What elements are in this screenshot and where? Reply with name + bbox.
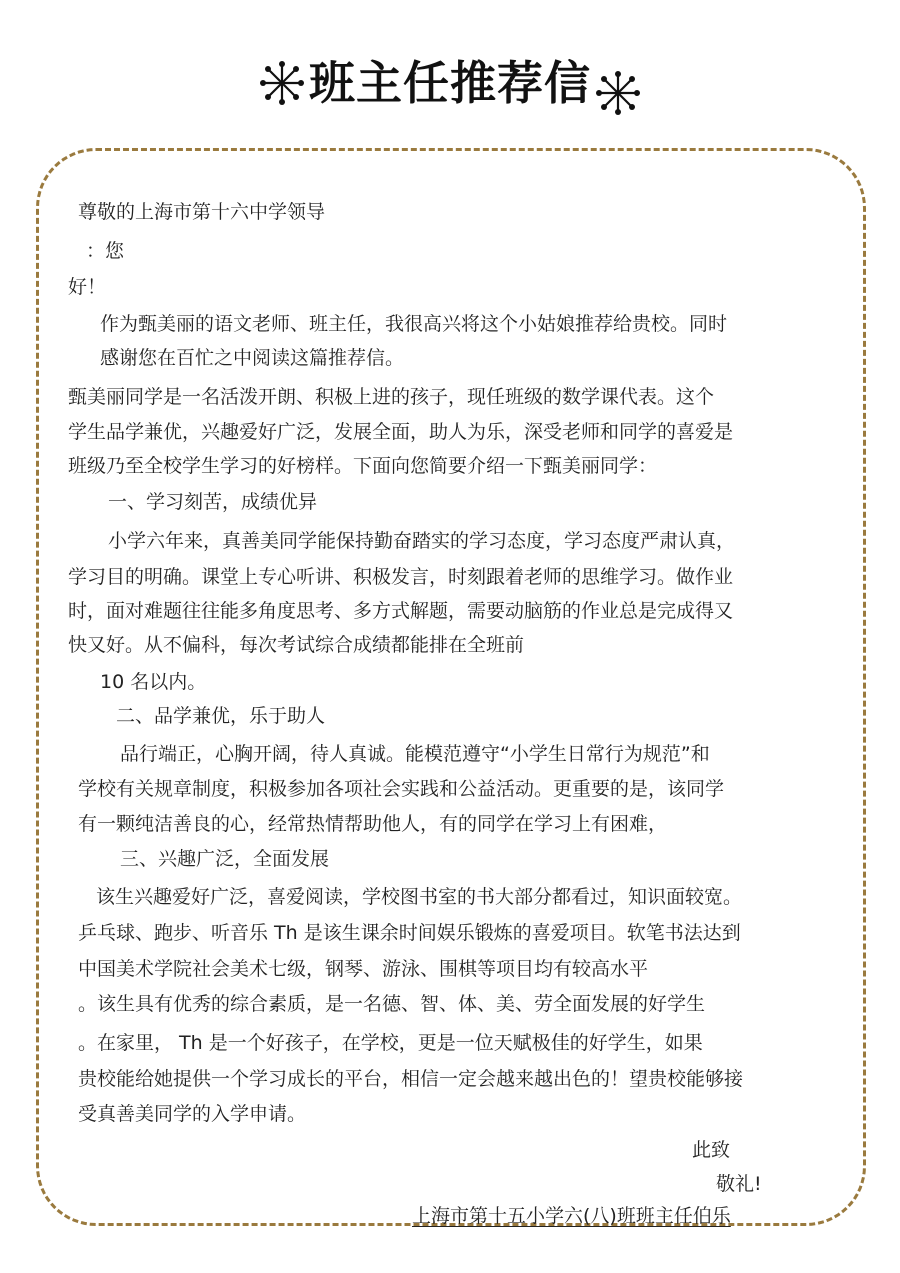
summary-line: 班级乃至全校学生学习的好榜样。下面向您简要介绍一下甄美丽同学：: [68, 455, 658, 477]
section1-line: 10 名以内。: [100, 671, 207, 693]
summary-line: 学生品学兼优，兴趣爱好广泛，发展全面，助人为乐，深受老师和同学的喜爱是: [68, 421, 734, 443]
closing-line: 敬礼!: [716, 1173, 762, 1195]
section1-line: 学习目的明确。课堂上专心听讲、积极发言，时刻跟着老师的思维学习。做作业: [68, 566, 734, 588]
salutation-line: ：您: [86, 240, 125, 262]
section3-line: 受真善美同学的入学申请。: [78, 1103, 307, 1125]
page-title: 班主任推荐信: [309, 56, 591, 110]
salutation-line: 好！: [68, 276, 107, 298]
section2-line: 学校有关规章制度，积极参加各项社会实践和公益活动。更重要的是，该同学: [78, 778, 725, 800]
section-heading: 二、品学兼优，乐于助人: [116, 705, 326, 727]
title-area: [0, 48, 900, 112]
section3-line: 中国美术学院社会美术七级，钢琴、游泳、围棋等项目均有较高水平: [78, 958, 649, 980]
section1-line: 小学六年来，真善美同学能保持勤奋踏实的学习态度，学习态度严肃认真，: [108, 530, 736, 552]
intro-line: 作为甄美丽的语文老师、班主任，我很高兴将这个小姑娘推荐给贵校。同时: [100, 313, 728, 335]
section3-line: 。该生具有优秀的综合素质，是一名德、智、体、美、劳全面发展的好学生: [78, 993, 706, 1015]
section-heading: 一、学习刻苦，成绩优异: [108, 491, 318, 513]
section2-line: 品行端正，心胸开阔，待人真诚。能模范遵守“小学生日常行为规范”和: [120, 743, 710, 765]
closing-line: 此致: [692, 1139, 731, 1161]
section-heading: 三、兴趣广泛，全面发展: [120, 848, 330, 870]
section3-line: 乒乓球、跑步、听音乐 Th 是该生课余时间娱乐锻炼的喜爱项目。软笔书法达到: [78, 922, 741, 944]
sparkle-icon: [259, 60, 305, 106]
section1-line: 快又好。从不偏科，每次考试综合成绩都能排在全班前: [68, 634, 525, 656]
section3-line: 该生兴趣爱好广泛，喜爱阅读，学校图书室的书大部分都看过，知识面较宽。: [96, 886, 743, 908]
section3-line: 。在家里， Th 是一个好孩子，在学校，更是一位天赋极佳的好学生，如果: [78, 1032, 703, 1054]
section3-line: 贵校能给她提供一个学习成长的平台，相信一定会越来越出色的！望贵校能够接: [78, 1068, 744, 1090]
sparkle-icon: [595, 70, 641, 116]
salutation-line: 尊敬的上海市第十六中学领导: [78, 201, 326, 223]
summary-line: 甄美丽同学是一名活泼开朗、积极上进的孩子，现任班级的数学课代表。这个: [68, 386, 715, 408]
section2-line: 有一颗纯洁善良的心，经常热情帮助他人，有的同学在学习上有困难，: [78, 813, 668, 835]
intro-line: 感谢您在百忙之中阅读这篇推荐信。: [100, 347, 405, 369]
signature: 上海市第十五小学六(八)班班主任伯乐: [412, 1205, 731, 1227]
section1-line: 时，面对难题往往能多角度思考、多方式解题，需要动脑筋的作业总是完成得又: [68, 600, 734, 622]
